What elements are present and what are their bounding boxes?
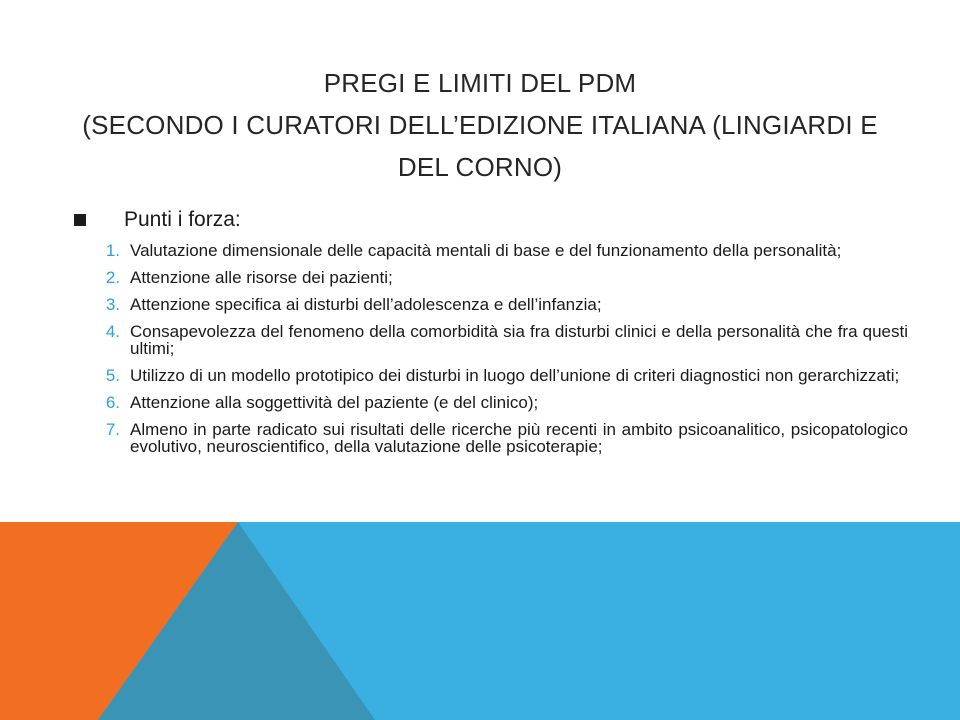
- item-number: 2.: [105, 268, 120, 287]
- numbered-list: [72, 242, 908, 455]
- item-number: 4.: [105, 322, 120, 341]
- title-line-2: (SECONDO I CURATORI DELL’EDIZIONE ITALIANA (LINGIARDI E: [82, 110, 878, 140]
- item-number: 7.: [105, 420, 120, 439]
- item-number: 6.: [105, 393, 120, 412]
- item-text: Consapevolezza del fenomeno della comorbidità sia fra disturbi clinici e della personalità che fra questi ultimi;: [130, 322, 908, 358]
- list-item: [72, 367, 908, 384]
- item-text: Almeno in parte radicato sui risultati delle ricerche più recenti in ambito psicoanalitico, psicopatologico evolutivo, neuroscientifico, della valutazione delle psicoterapie;: [130, 420, 908, 456]
- item-text: Utilizzo di un modello prototipico dei disturbi in luogo dell’unione di criteri diagnostici non gerarchizzati;: [130, 366, 900, 385]
- list-item: [72, 323, 908, 357]
- item-text: Valutazione dimensionale delle capacità mentali di base e del funzionamento della personalità;: [130, 241, 842, 260]
- item-text: Attenzione alla soggettività del paziente (e del clinico);: [130, 393, 539, 412]
- list-item: [72, 269, 908, 286]
- list-item: [72, 421, 908, 455]
- slide-content: [72, 200, 908, 465]
- section-label: Punti i forza:: [124, 208, 241, 231]
- square-bullet-icon: [74, 214, 86, 226]
- section-bullet: [72, 200, 908, 240]
- item-number: 5.: [105, 366, 120, 385]
- list-item: [72, 296, 908, 313]
- list-item: [72, 394, 908, 411]
- list-item: [72, 242, 908, 259]
- item-text: Attenzione alle risorse dei pazienti;: [130, 268, 393, 287]
- item-text: Attenzione specifica ai disturbi dell’adolescenza e dell’infanzia;: [130, 295, 602, 314]
- item-number: 3.: [105, 295, 120, 314]
- item-number: 1.: [105, 241, 120, 260]
- slide-title: [40, 62, 920, 188]
- title-line-3: DEL CORNO): [397, 152, 563, 182]
- title-line-1: PREGI E LIMITI DEL PDM: [323, 68, 637, 98]
